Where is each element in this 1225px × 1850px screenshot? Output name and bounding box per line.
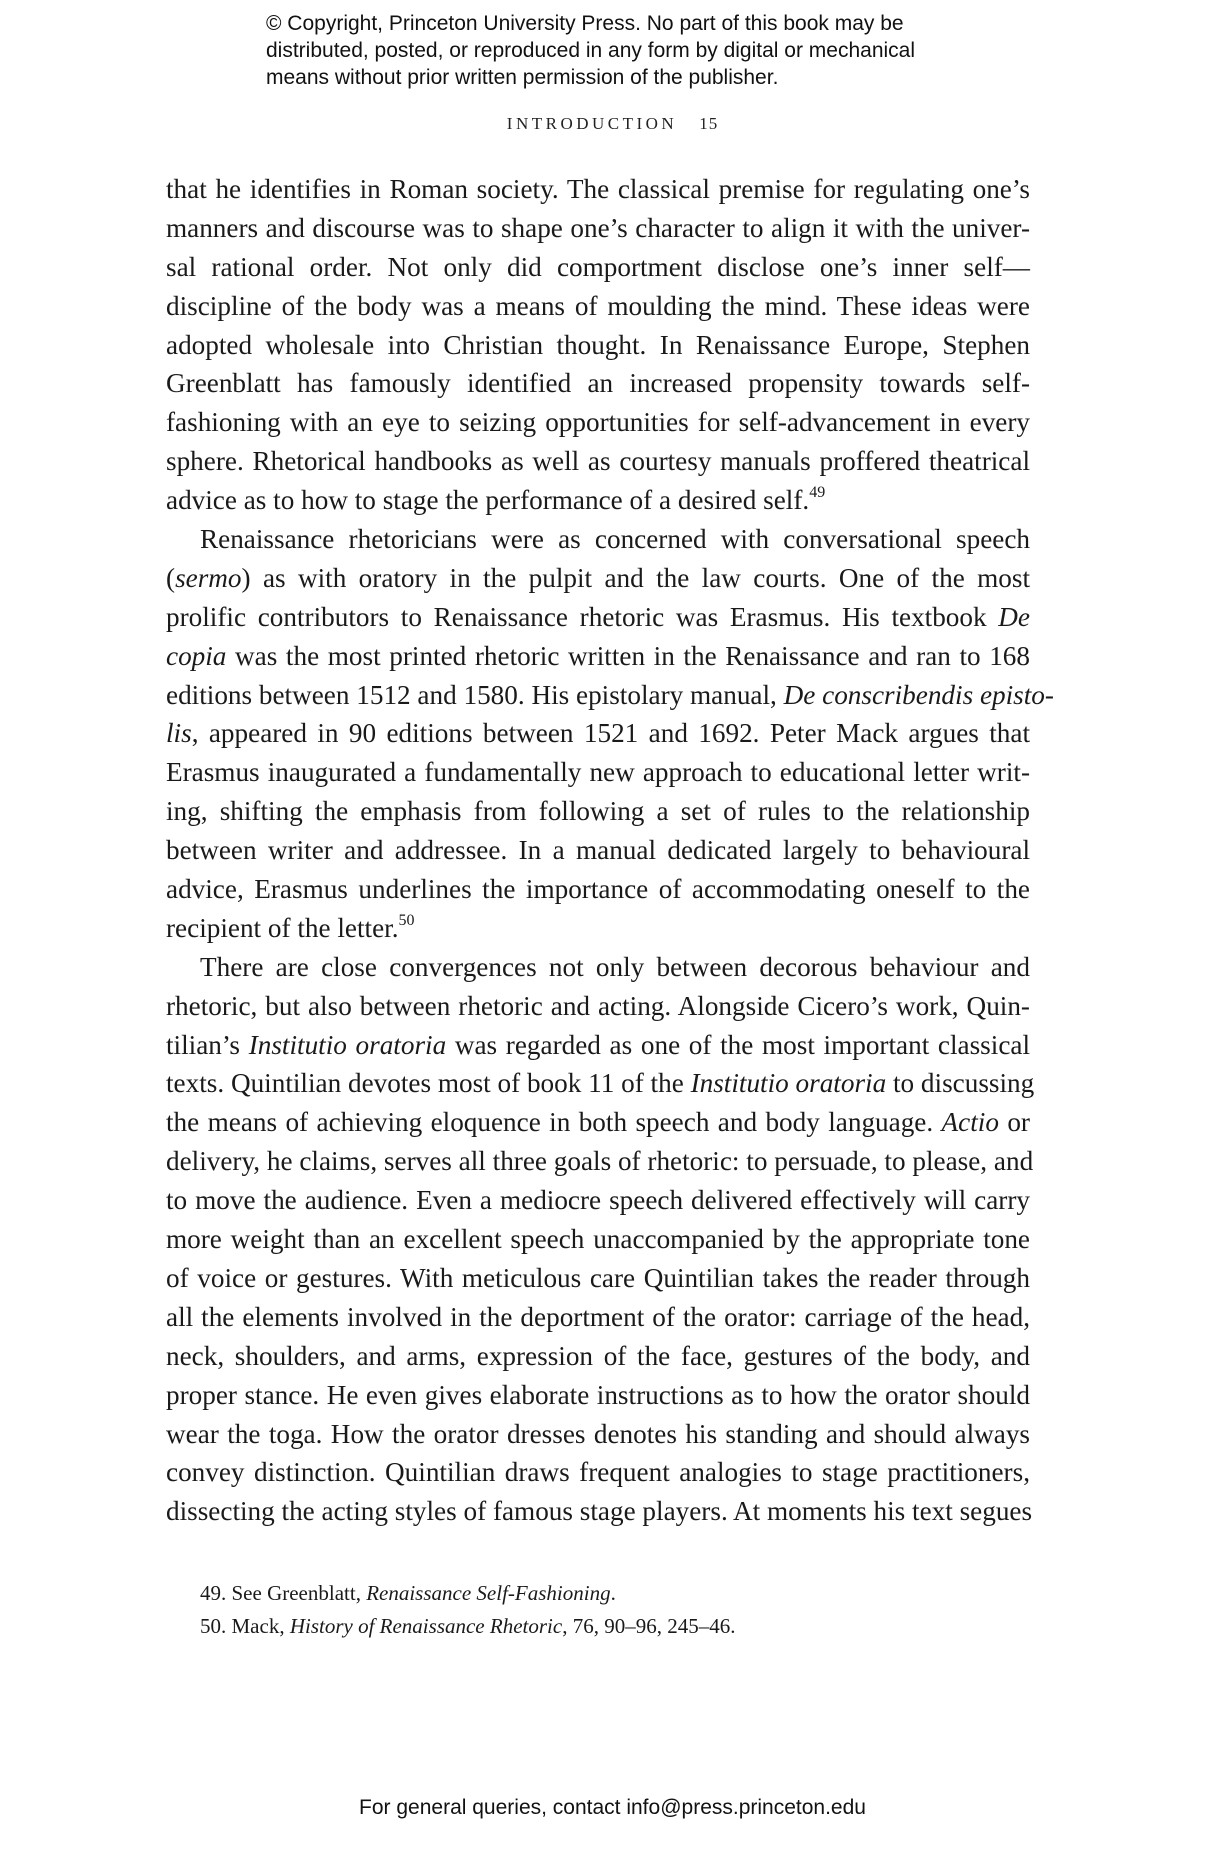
text-line xyxy=(166,1298,1030,1337)
text-line xyxy=(166,753,1030,792)
page-number: 15 xyxy=(699,114,719,133)
text-segment: proper stance. He even gives elaborate instructions as to how the orator should xyxy=(166,1379,1030,1410)
text-segment: advice, Erasmus underlines the importance of accommodating oneself to the xyxy=(166,874,1030,905)
text-segment: recipient of the letter. xyxy=(166,912,399,943)
text-segment: , appeared in 90 editions between 1521 and 1692. Peter Mack argues that xyxy=(191,718,1030,749)
text-line xyxy=(166,1142,1034,1181)
text-line xyxy=(166,209,1030,248)
text-segment: to move the audience. Even a mediocre speech delivered effectively will carry xyxy=(166,1185,1030,1216)
copyright-line: means without prior written permission of the publisher. xyxy=(266,66,779,89)
copyright-line: distributed, posted, or reproduced in any form by digital or mechanical xyxy=(266,39,916,62)
text-segment: advice as to how to stage the performance of a desired self. xyxy=(166,485,810,516)
text-segment: between writer and addressee. In a manual dedicated largely to behavioural xyxy=(166,835,1030,866)
text-line xyxy=(166,326,1030,365)
copyright-line: © Copyright, Princeton University Press. No part of this book may be xyxy=(266,12,904,35)
text-line xyxy=(166,987,1030,1026)
text-segment: neck, shoulders, and arms, expression of the face, gestures of the body, and xyxy=(166,1340,1030,1371)
text-segment: delivery, he claims, serves all three goals of rhetoric: to persuade, to please, and xyxy=(166,1146,1034,1177)
text-segment: wear the toga. How the orator dresses denotes his standing and should always xyxy=(166,1418,1030,1449)
footnote-ref[interactable]: 49 xyxy=(809,484,826,502)
text-segment: ing, shifting the emphasis from following a set of rules to the relationship xyxy=(166,796,1030,827)
text-segment: of voice or gestures. With meticulous care Quintilian takes the reader through xyxy=(166,1262,1030,1293)
text-line xyxy=(166,170,1030,209)
text-segment: convey distinction. Quintilian draws frequent analogies to stage practitioners, xyxy=(166,1457,1030,1488)
text-segment: the means of achieving eloquence in both speech and body language. xyxy=(166,1107,942,1138)
text-line xyxy=(166,1220,1030,1259)
text-segment: sal rational order. Not only did comportment disclose one’s inner self— xyxy=(166,251,1030,282)
text-line xyxy=(166,714,1030,753)
text-segment: There are close convergences not only between decorous behaviour and xyxy=(200,951,1030,982)
text-line xyxy=(166,792,1030,831)
footnote-text: , 76, 90–96, 245–46. xyxy=(562,1614,736,1638)
footnotes xyxy=(200,1577,1000,1643)
text-segment: discipline of the body was a means of moulding the mind. These ideas were xyxy=(166,290,1030,321)
text-segment: that he identifies in Roman society. The classical premise for regulating one’s xyxy=(166,174,1030,204)
text-segment: was regarded as one of the most important classical xyxy=(446,1029,1031,1060)
italic-term: De conscribendis episto- xyxy=(783,679,1054,710)
text-line xyxy=(166,637,1030,676)
text-line xyxy=(166,1064,1035,1103)
footnote-title: Renaissance Self-Fashioning xyxy=(366,1581,611,1605)
italic-term: Actio xyxy=(941,1107,999,1138)
text-line xyxy=(166,1103,1030,1142)
text-segment: or xyxy=(998,1107,1030,1138)
text-segment: dissecting the acting styles of famous stage players. At moments his text segues xyxy=(166,1496,1033,1527)
text-segment: editions between 1512 and 1580. His epistolary manual, xyxy=(166,679,784,710)
text-line xyxy=(166,1337,1030,1376)
text-line xyxy=(166,676,1054,715)
text-segment: Erasmus inaugurated a fundamentally new approach to educational letter writ- xyxy=(166,757,1030,788)
text-segment: ) as with oratory in the pulpit and the law courts. One of the most xyxy=(241,562,1030,593)
text-segment: to discussing xyxy=(886,1068,1035,1099)
text-segment: ( xyxy=(166,562,176,593)
text-line xyxy=(166,442,1030,481)
text-segment: Renaissance rhetoricians were as concerned with conversational speech xyxy=(200,524,1030,555)
text-segment: tilian’s xyxy=(166,1029,249,1060)
footer-contact: For general queries, contact info@press.princeton.edu xyxy=(359,1796,866,1819)
text-segment: all the elements involved in the deportment of the orator: carriage of the head, xyxy=(166,1301,1030,1332)
text-segment: Greenblatt has famously identified an increased propensity towards self- xyxy=(166,368,1030,399)
italic-term: sermo xyxy=(175,562,242,593)
text-line xyxy=(166,1181,1030,1220)
text-line xyxy=(166,481,1030,520)
text-line xyxy=(166,1492,1033,1531)
italic-term: copia xyxy=(166,640,227,671)
text-line xyxy=(166,909,1030,948)
text-line xyxy=(166,287,1030,326)
text-line xyxy=(166,520,1030,559)
text-line xyxy=(166,1259,1030,1298)
text-segment: prolific contributors to Renaissance rhetoric was Erasmus. His textbook xyxy=(166,601,999,632)
italic-term: Institutio oratoria xyxy=(248,1029,447,1060)
copyright-notice xyxy=(266,10,1026,91)
footnote-text: . xyxy=(610,1581,616,1605)
text-line xyxy=(166,403,1030,442)
text-line xyxy=(166,1415,1030,1454)
footnote-text: 49. See Greenblatt, xyxy=(200,1581,367,1605)
footnote-text: 50. Mack, xyxy=(200,1614,290,1638)
text-line xyxy=(166,1453,1030,1492)
running-head xyxy=(0,114,1225,134)
footnote-49 xyxy=(200,1577,1000,1610)
text-segment: manners and discourse was to shape one’s character to align it with the univer- xyxy=(166,212,1030,243)
italic-term: De xyxy=(998,601,1030,632)
text-segment: adopted wholesale into Christian thought. In Renaissance Europe, Stephen xyxy=(166,329,1030,360)
text-line xyxy=(166,598,1030,637)
text-segment: texts. Quintilian devotes most of book 11 of the xyxy=(166,1068,691,1099)
italic-term: lis xyxy=(166,718,192,749)
text-line xyxy=(166,559,1030,598)
text-line xyxy=(166,1376,1030,1415)
text-line xyxy=(166,364,1030,403)
text-segment: more weight than an excellent speech unaccompanied by the appropriate tone xyxy=(166,1224,1030,1255)
running-head-title: INTRODUCTION xyxy=(506,114,678,133)
footnote-ref[interactable]: 50 xyxy=(398,911,415,929)
text-segment: fashioning with an eye to seizing opportunities for self-advancement in every xyxy=(166,407,1030,438)
text-segment: sphere. Rhetorical handbooks as well as courtesy manuals proffered theatrical xyxy=(166,446,1030,477)
text-line xyxy=(166,248,1030,287)
footnote-title: History of Renaissance Rhetoric xyxy=(289,1614,563,1638)
footnote-50 xyxy=(200,1610,1000,1643)
text-segment: rhetoric, but also between rhetoric and acting. Alongside Cicero’s work, Quin- xyxy=(166,990,1030,1021)
text-segment: was the most printed rhetoric written in the Renaissance and ran to 168 xyxy=(226,640,1030,671)
text-line xyxy=(166,1026,1030,1065)
text-line xyxy=(166,948,1030,987)
italic-term: Institutio oratoria xyxy=(690,1068,887,1099)
text-line xyxy=(166,831,1030,870)
text-line xyxy=(166,870,1030,909)
body-text xyxy=(166,170,1054,1531)
